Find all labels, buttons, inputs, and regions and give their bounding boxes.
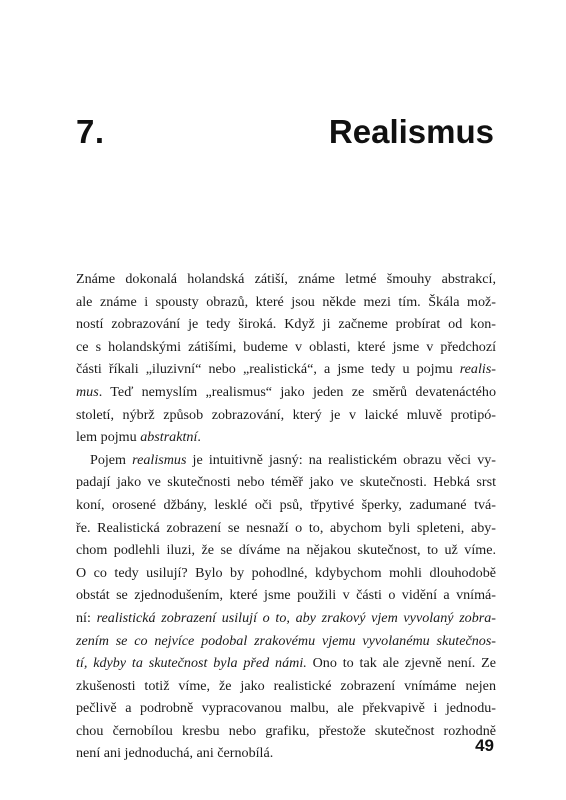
chapter-number: 7. [76,113,105,150]
text-span: Ono to tak ale zjevně není. Ze [306,655,496,672]
text-line [76,404,496,427]
text-span: Známe dokonalá holandská zátiší, známe letmé šmouhy abstrakcí, [76,271,496,287]
text-line [76,562,496,585]
text-line [76,381,496,404]
text-line [76,742,496,765]
italic-text: zením se co nejvíce podobal zrakovému vjemu vyvolanému skutečnos- [76,632,496,649]
italic-text: realistická zobrazení usilují o to, aby zrakový vjem vyvolaný zobra- [96,609,497,626]
text-span: lem pojmu [76,429,141,446]
italic-text: realis- [459,361,496,378]
text-span: ní: [76,609,97,626]
text-span: je intuitivně jasný: na realistickém obrazu věci vy- [186,451,496,468]
text-line [76,697,496,720]
text-line [76,449,496,472]
text-span: Pojem [90,451,133,468]
page-number: 49 [475,736,494,755]
text-span: ností zobrazování je tedy široká. Když ji začneme probírat od kon- [76,316,496,333]
text-span: . [197,429,201,446]
text-line [76,652,496,675]
text-span: ře. Realistická zobrazení se nesnaží o to, abychom byli spleteni, aby- [76,519,496,536]
italic-text: tí, kdyby ta skutečnost byla před námi. [76,655,307,672]
text-span: O co tedy usilují? Bylo by pohodlné, kdybychom mohli dlouhodobě [76,564,496,581]
italic-text: abstraktní [140,429,198,446]
text-line [76,426,496,449]
text-line [76,358,496,381]
chapter-body-text [76,268,496,765]
text-span: chou černobílou kresbu nebo grafiku, přestože skutečnost rozhodně [76,722,496,739]
chapter-title: Realismus [328,113,494,150]
text-span: není ani jednoduchá, ani černobílá. [76,745,274,762]
italic-text: realismus [132,451,187,468]
text-span: obstát se zjednodušením, které jsme použili v části o vidění a vnímá- [76,587,496,604]
text-span: chom podlehli iluzi, že se díváme na nějakou skutečnost, to už víme. [76,542,496,559]
text-line [76,291,496,314]
text-span: ce s holandskými zátišími, budeme v oblasti, které jsme v předchozí [76,338,496,355]
text-line [76,630,496,653]
text-span: padají jako ve skutečnosti nebo téměř jako ve skutečnosti. Hebká srst [76,474,496,491]
text-line [76,471,496,494]
text-span: ale známe i spousty obrazů, které jsou někde mezi tím. Škála mož- [76,293,496,310]
text-span: . Teď nemyslím „realismus“ jako jeden ze směrů devatenáctého [98,383,496,400]
italic-text: mus [76,383,99,400]
text-line [76,494,496,517]
text-line [76,720,496,743]
text-span: části říkali „iluzivní“ nebo „realistická“, a jsme tedy u pojmu [76,361,460,378]
paragraph [76,449,496,765]
text-line [76,675,496,698]
text-line [76,268,496,291]
text-line [76,313,496,336]
text-line [76,584,496,607]
text-line [76,336,496,359]
text-span: pečlivě a podrobně vypracovanou malbu, ale překvapivě i jednodu- [76,700,496,717]
paragraph [76,268,496,449]
text-line [76,517,496,540]
text-span: století, nýbrž způsob zobrazování, který je v laické mluvě protipó- [76,406,496,423]
text-line [76,539,496,562]
text-span: koní, orosené džbány, lesklé oči psů, třpytivé šperky, zadumané tvá- [76,496,496,513]
text-span: zkušenosti totiž víme, že jako realistické zobrazení vnímáme nejen [76,677,496,694]
text-line [76,607,496,630]
